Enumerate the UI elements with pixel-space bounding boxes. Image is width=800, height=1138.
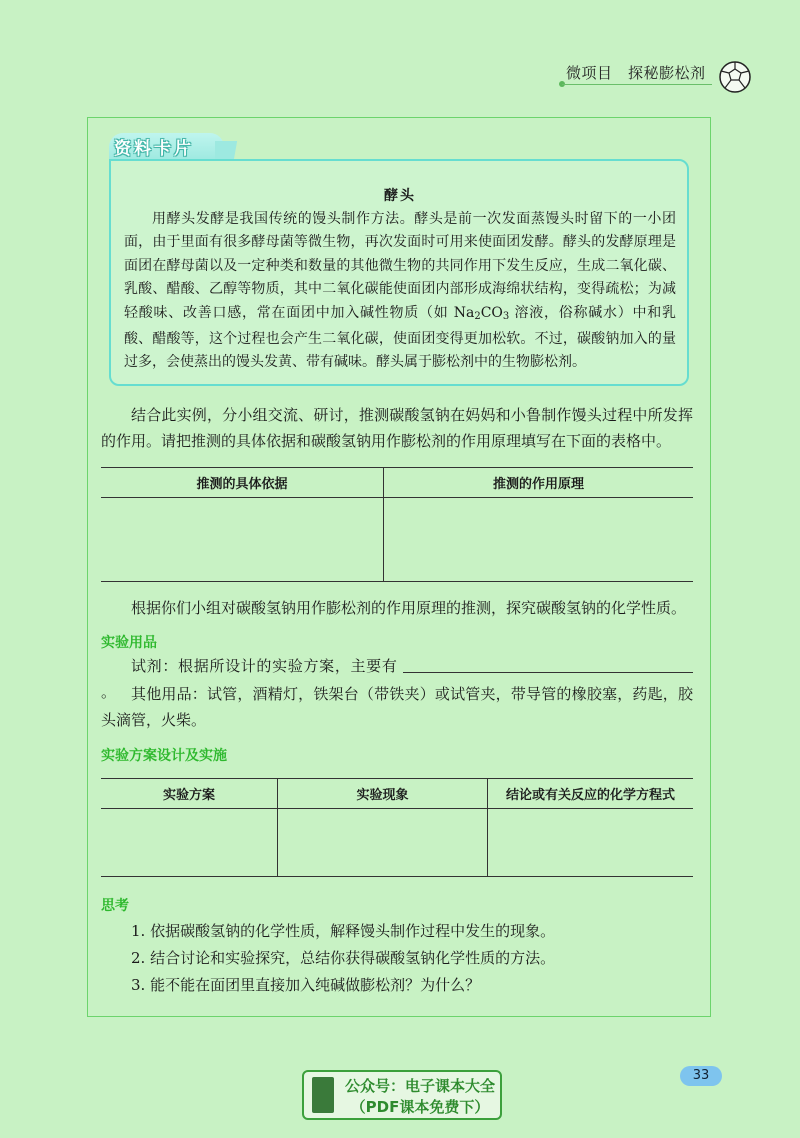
table2-header-phenomenon: 实验现象: [278, 779, 488, 809]
reagent-label: 试剂：根据所设计的实验方案，主要有: [131, 657, 398, 675]
table1-cell-principle[interactable]: [384, 498, 694, 582]
think-item-2: 2. 结合讨论和实验探究，总结你获得碳酸氢钠化学性质的方法。: [131, 949, 556, 967]
materials-heading: 实验用品: [101, 635, 157, 651]
fullerene-icon: [718, 60, 752, 94]
table1-header-principle: 推测的作用原理: [384, 468, 694, 498]
table2-header-conclusion: 结论或有关反应的化学方程式: [488, 779, 694, 809]
think-item-3: 3. 能不能在面团里直接加入纯碱做膨松剂？为什么？: [131, 976, 481, 994]
card-tab-label: 资料卡片: [114, 139, 194, 159]
design-heading: 实验方案设计及实施: [101, 748, 227, 764]
book-icon: [312, 1077, 334, 1113]
inference-table: [101, 467, 693, 582]
card-body: [124, 208, 676, 375]
think-heading: 思考: [101, 898, 129, 914]
watermark-line2: （PDF课本免费下）: [350, 1098, 490, 1116]
intro-paragraph: 结合此实例，分小组交流、研讨，推测碳酸氢钠在妈妈和小鲁制作馒头过程中所发挥的作用。请把推测的具体依据和碳酸氢钠用作膨松剂的作用原理填写在下面的表格中。: [101, 406, 693, 450]
table2-cell-phenomenon[interactable]: [278, 809, 488, 877]
table2-header-plan: 实验方案: [101, 779, 278, 809]
table2-cell-conclusion[interactable]: [488, 809, 694, 877]
card-body-before: 用酵头发酵是我国传统的馒头制作方法。酵头是前一次发面蒸馒头时留下的一小团面，由于里面有很多酵母菌等微生物，再次发面时可用来使面团发酵。酵头的发酵原理是面团在酵母菌以及一定种类和数量的其他微生物的共同作用下发生反应，生成二氧化碳、乳酸、醋酸、乙醇等物质，其中二氧化碳能使面团内部形成海绵状结构，变得疏松；为减轻酸味、改善口感，常在面团中加入碱性物质（如 Na: [124, 211, 676, 321]
watermark-line1: 公众号：电子课本大全: [344, 1077, 495, 1095]
formula-sub-3: 3: [502, 310, 510, 322]
reagent-end: 。: [101, 683, 117, 701]
page-number: 33: [680, 1066, 722, 1086]
watermark-stamp: [302, 1070, 502, 1120]
table1-header-basis: 推测的具体依据: [101, 468, 384, 498]
formula-co: CO: [480, 304, 503, 321]
header-rule: [562, 84, 712, 85]
experiment-table: [101, 778, 693, 877]
explore-paragraph: 根据你们小组对碳酸氢钠用作膨松剂的作用原理的推测，探究碳酸氢钠的化学性质。: [131, 599, 687, 617]
header-text: 微项目 探秘膨松剂: [566, 64, 706, 82]
table1-cell-basis[interactable]: [101, 498, 384, 582]
table2-cell-plan[interactable]: [101, 809, 278, 877]
formula-sub-2: 2: [474, 310, 481, 322]
think-item-1: 1. 依据碳酸氢钠的化学性质，解释馒头制作过程中发生的现象。: [131, 922, 556, 940]
reagent-blank[interactable]: [403, 654, 693, 673]
other-materials: 其他用品：试管，酒精灯，铁架台（带铁夹）或试管夹，带导管的橡胶塞，药匙，胶头滴管，火柴。: [101, 685, 693, 729]
card-title: 酵头: [384, 188, 416, 204]
card-body-after: 溶液，俗称碱水）中和乳酸、醋酸等，这个过程也会产生二氧化碳，使面团变得更加松软。不过，碳酸钠加入的量过多，会使蒸出的馒头发黄、带有碱味。酵头属于膨松剂中的生物膨松剂。: [124, 304, 676, 371]
